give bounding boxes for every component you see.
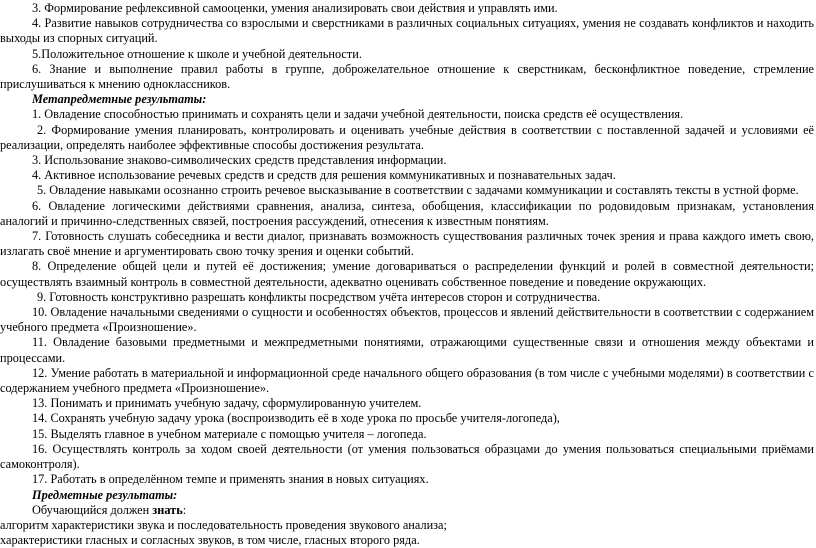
meta-result-14: 14. Сохранять учебную задачу урока (воспроизводить её в ходе урока по просьбе учителя-логопеда), (32, 411, 560, 426)
meta-result-11: 11. Овладение базовыми предметными и межпредметными понятиями, отражающими существенные связи и отношения между объектами и процессами. (0, 335, 814, 365)
meta-result-7: 7. Готовность слушать собеседника и вести диалог, признавать возможность существования различных точек зрения и права каждого иметь свою, излагать своё мнение и аргументировать свою точку зрения и оценки событий. (0, 229, 814, 259)
subject-results-heading: Предметные результаты: (32, 487, 178, 502)
meta-result-4: 4. Активное использование речевых средств и средств для решения коммуникативных и познавательных задач. (32, 168, 616, 183)
meta-result-5: 5. Овладение навыками осознанно строить речевое высказывание в соответствии с задачами коммуникации и составлять тексты в устной форме. (37, 183, 799, 198)
meta-result-1: 1. Овладение способностью принимать и сохранять цели и задачи учебной деятельности, поиска средств её осуществления. (32, 107, 684, 122)
meta-result-16: 16. Осуществлять контроль за ходом своей деятельности (от умения пользоваться образцами до умения пользоваться специальными приёмами самоконтроля). (0, 441, 814, 472)
meta-result-15: 15. Выделять главное в учебном материале с помощью учителя – логопеда. (32, 426, 427, 441)
knowledge-item-2: характеристики гласных и согласных звуков, в том числе, гласных второго ряда. (0, 533, 420, 548)
meta-results-heading: Метапредметные результаты: (32, 92, 207, 107)
meta-result-9: 9. Готовность конструктивно разрешать конфликты посредством учёта интересов сторон и сотрудничества. (37, 289, 601, 304)
meta-result-17: 17. Работать в определённом темпе и применять знания в новых ситуациях. (32, 472, 429, 487)
personal-result-4: 4. Развитие навыков сотрудничества со взрослыми и сверстниками в различных социальных ситуациях, умения не создавать конфликтов и находить выходы из спорных ситуаций. (0, 16, 814, 46)
meta-result-8: 8. Определение общей цели и путей её достижения; умение договариваться о распределении функций и ролей в совместной деятельности; осуществлять взаимный контроль в совместной деятельности, адекватно оценивать собственное поведение и поведение окружающих. (0, 259, 814, 289)
must-know-prefix: Обучающийся должен (32, 502, 153, 517)
must-know-line (0, 503, 816, 518)
personal-result-3: 3. Формирование рефлексивной самооценки, умения анализировать свои действия и управлять ими. (32, 1, 558, 15)
meta-result-13: 13. Понимать и принимать учебную задачу, сформулированную учителем. (32, 396, 422, 411)
meta-result-3: 3. Использование знаково-символических средств представления информации. (32, 153, 447, 168)
must-know-term: знать (152, 502, 183, 517)
meta-result-10: 10. Овладение начальными сведениями о сущности и особенностях объектов, процессов и явлений действительности в соответствии с содержанием учебного предмета «Произношение». (0, 305, 814, 335)
meta-result-6: 6. Овладение логическими действиями сравнения, анализа, синтеза, обобщения, классификации по родовидовым признакам, установления аналогий и причинно-следственных связей, построения рассуждений, отнесения к известным понятиям. (0, 198, 814, 228)
knowledge-item-1: алгоритм характеристики звука и последовательность проведения звукового анализа; (0, 517, 447, 532)
personal-result-5: 5.Положительное отношение к школе и учебной деятельности. (32, 46, 362, 61)
personal-result-6: 6. Знание и выполнение правил работы в группе, доброжелательное отношение к сверстникам, бесконфликтное поведение, стремление прислушиваться к мнению одноклассников. (0, 61, 814, 92)
meta-result-2: 2. Формирование умения планировать, контролировать и оценивать учебные действия в соответствии с поставленной задачей и условиями её реализации, определять наиболее эффективные способы достижения результата. (0, 122, 814, 152)
meta-result-12: 12. Умение работать в материальной и информационной среде начального общего образования (в том числе с учебными моделями) в соответствии с содержанием учебного предмета «Произношение». (0, 365, 814, 396)
must-know-suffix: : (182, 502, 187, 517)
